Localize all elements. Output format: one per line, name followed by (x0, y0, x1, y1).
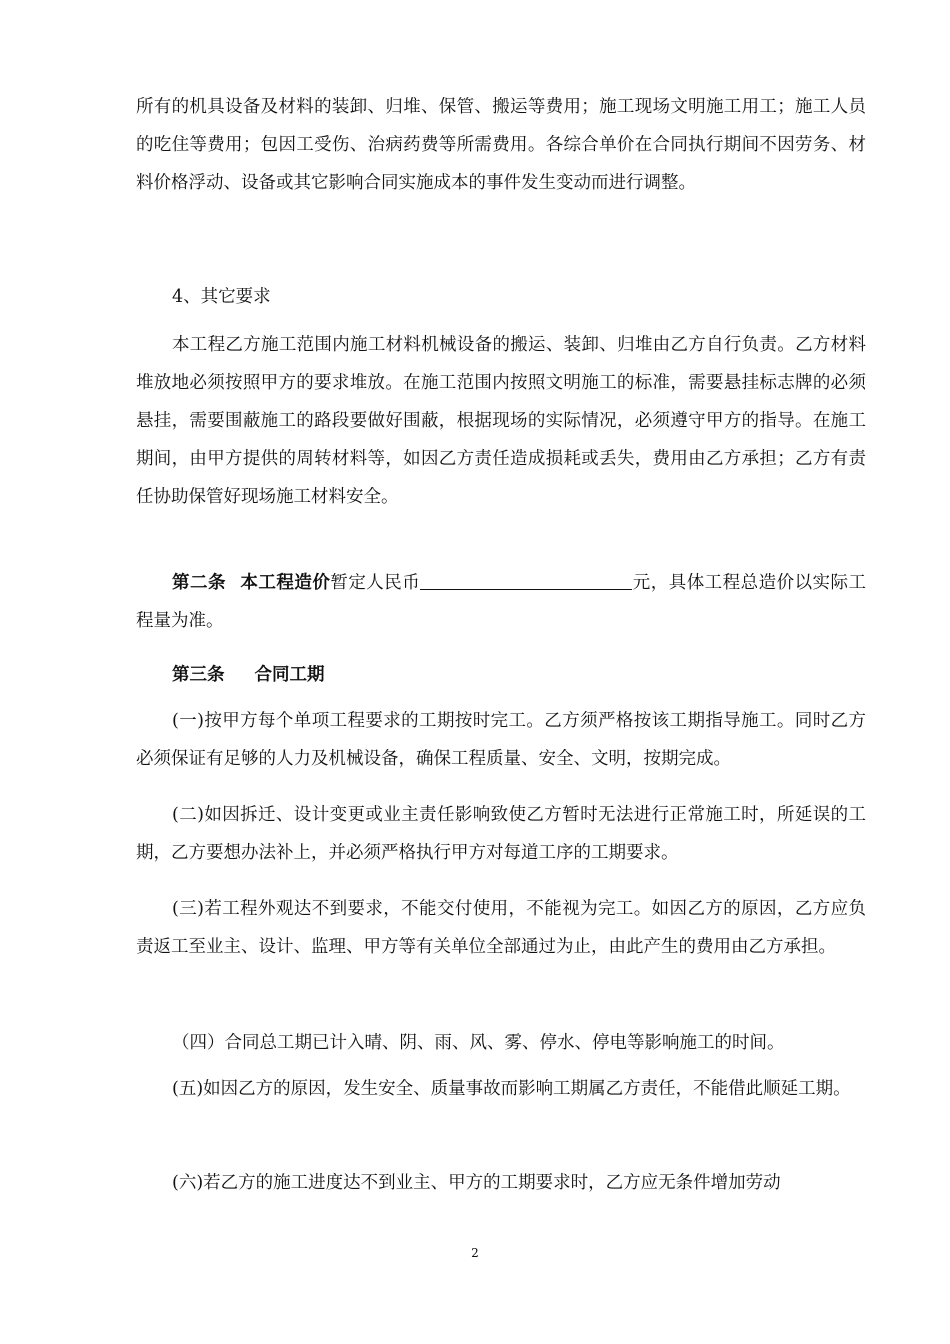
paragraph-item-6: (六)若乙方的施工进度达不到业主、甲方的工期要求时，乙方应无条件增加劳动 (172, 1173, 781, 1193)
article-2-title: 本工程造价 (239, 573, 331, 593)
article-2-paragraph (136, 564, 866, 640)
article-2-text-before: 暂定人民币 (330, 573, 421, 593)
paragraph-item-5: (五)如因乙方的原因，发生安全、质量事故而影响工期属乙方责任，不能借此顺延工期。 (172, 1079, 851, 1099)
paragraph-item-3: (三)若工程外观达不到要求，不能交付使用，不能视为完工。如因乙方的原因，乙方应负责返工至业主、设计、监理、甲方等有关单位全部通过为止，由此产生的费用由乙方承担。 (136, 899, 866, 957)
paragraph-item-1: (一)按甲方每个单项工程要求的工期按时完工。乙方须严格按该工期指导施工。同时乙方必须保证有足够的人力及机械设备，确保工程质量、安全、文明，按期完成。 (136, 711, 866, 769)
article-2-text-after: 元，具体工程总造价以实际工程量为准。 (136, 573, 867, 631)
section-heading-other-requirements: 4、其它要求 (172, 287, 271, 307)
paragraph-item-2: (二)如因拆迁、设计变更或业主责任影响致使乙方暂时无法进行正常施工时，所延误的工期，乙方要想办法补上，并必须严格执行甲方对每道工序的工期要求。 (136, 805, 866, 863)
amount-blank-line (420, 569, 632, 590)
article-3-title: 合同工期 (254, 665, 325, 685)
page-number: 2 (471, 1246, 479, 1260)
article-3-heading (136, 656, 866, 694)
paragraph-other-requirements: 本工程乙方施工范围内施工材料机械设备的搬运、装卸、归堆由乙方自行负责。乙方材料堆放地必须按照甲方的要求堆放。在施工范围内按照文明施工的标准，需要悬挂标志牌的必须悬挂，需要围蔽施工的路段要做好围蔽，根据现场的实际情况，必须遵守甲方的指导。在施工期间，由甲方提供的周转材料等，如因乙方责任造成损耗或丢失，费用由乙方承担；乙方有责任协助保管好现场施工材料安全。 (136, 335, 866, 507)
article-2-number: 第二条 (172, 573, 226, 593)
paragraph-item-4: （四）合同总工期已计入晴、阴、雨、风、雾、停水、停电等影响施工的时间。 (172, 1033, 785, 1053)
paragraph-costs-continued: 所有的机具设备及材料的装卸、归堆、保管、搬运等费用；施工现场文明施工用工；施工人员的吃住等费用；包因工受伤、治病药费等所需费用。各综合单价在合同执行期间不因劳务、材料价格浮动、设备或其它影响合同实施成本的事件发生变动而进行调整。 (136, 97, 866, 193)
article-3-number: 第三条 (172, 665, 225, 685)
